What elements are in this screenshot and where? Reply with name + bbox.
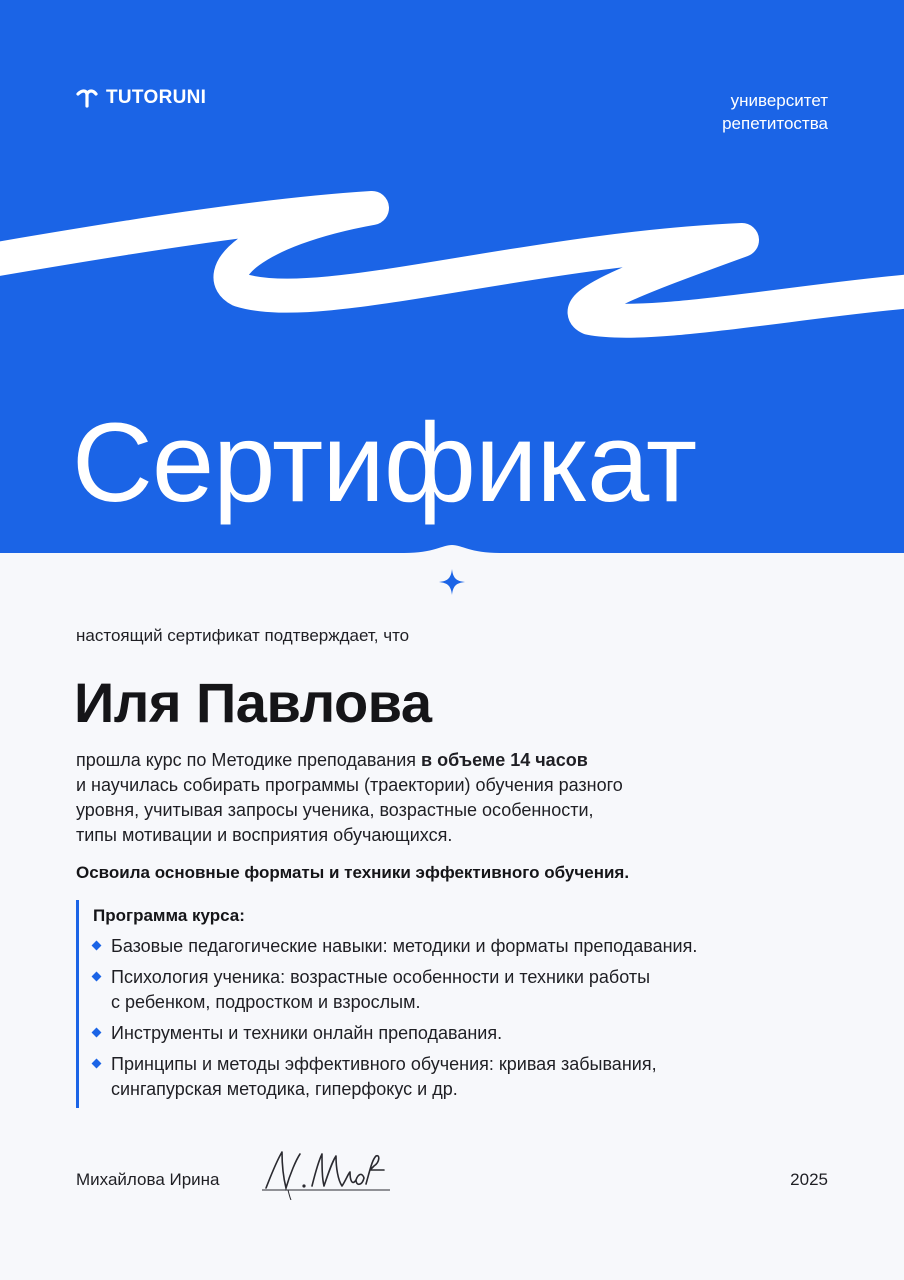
program-item: [93, 1052, 853, 1102]
program-item: [93, 1021, 853, 1046]
course-description: [76, 748, 856, 848]
diamond-bullet-icon: [92, 1059, 102, 1069]
certificate-title: Сертификат: [72, 400, 697, 525]
brand-name: TUTORUNI: [106, 87, 207, 108]
diamond-bullet-icon: [92, 1028, 102, 1038]
description-line-2: и научилась собирать программы (траектории) обучения разного: [76, 775, 623, 795]
program-item-line: Базовые педагогические навыки: методики и форматы преподавания.: [111, 936, 698, 956]
university-line-1: университет: [730, 91, 828, 110]
description-plain: прошла курс по Методике преподавания: [76, 750, 422, 770]
course-program: [76, 900, 853, 1108]
program-item-line: сингапурская методика, гиперфокус и др.: [111, 1079, 458, 1099]
university-caption: [628, 89, 828, 135]
diamond-bullet-icon: [92, 941, 102, 951]
program-item-line: Психология ученика: возрастные особенности и техники работы: [111, 967, 651, 987]
handwritten-signature: [258, 1140, 393, 1200]
brand-logo[interactable]: [76, 86, 206, 110]
program-item-line: Принципы и методы эффективного обучения: кривая забывания,: [111, 1054, 657, 1074]
description-line-3: уровня, учитывая запросы ученика, возрастные особенности,: [76, 800, 594, 820]
signer-name: Михайлова Ирина: [76, 1170, 220, 1189]
mastered-statement: Освоила основные форматы и техники эффективного обучения.: [76, 863, 630, 882]
diamond-bullet-icon: [92, 972, 102, 982]
program-item-line: Инструменты и техники онлайн преподавания.: [111, 1023, 503, 1043]
description-line-4: типы мотивации и восприятия обучающихся.: [76, 825, 453, 845]
certificate-year: 2025: [790, 1170, 828, 1189]
description-hours: в объеме 14 часов: [421, 750, 588, 770]
program-title: Программа курса:: [93, 906, 245, 925]
tutoruni-logo-icon: [76, 88, 98, 108]
university-line-2: репетитоства: [722, 114, 828, 133]
description-line-1: [76, 748, 856, 773]
program-item: [93, 965, 853, 1015]
program-item: [93, 934, 853, 959]
hero-banner: [0, 0, 904, 600]
program-item-line: с ребенком, подростком и взрослым.: [111, 992, 421, 1012]
sparkle-star-icon: [438, 568, 466, 596]
confirmation-text: настоящий сертификат подтверждает, что: [76, 626, 410, 645]
program-list: [93, 934, 853, 1102]
recipient-name: Иля Павлова: [74, 671, 432, 734]
